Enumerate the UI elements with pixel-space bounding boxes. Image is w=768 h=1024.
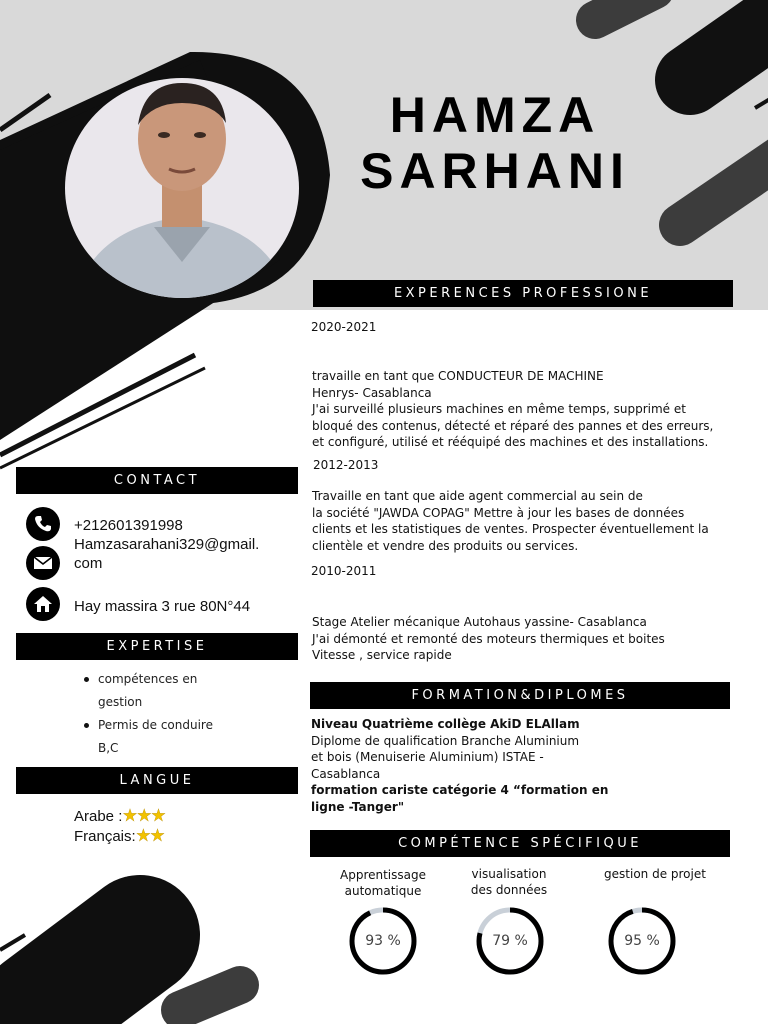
skill-label-1 [318,867,448,899]
experience-heading: EXPERENCES PROFESSIONE [313,280,733,307]
profile-photo [64,77,300,299]
expertise-item-line-1: compétences en [98,672,198,686]
skill-label-2 [444,866,574,898]
experience-entry-3 [312,614,752,664]
language-label: Français: [74,828,136,845]
experience-year-2: 2012-2013 [313,458,379,472]
email-line-1: Hamzasarahani329@gmail. [74,536,260,553]
first-name: HAMZA [389,87,601,143]
last-name: SARHANI [360,143,630,199]
experience-line: J'ai démonté et remonté des moteurs thermiques et boites [312,631,665,646]
experience-year-1: 2020-2021 [311,320,377,334]
expertise-heading: EXPERTISE [16,633,298,660]
formation-heading: FORMATION&DIPLOMES [310,682,730,709]
formation-line: ligne -Tanger" [311,799,405,814]
address: Hay massira 3 rue 80N°44 [74,598,251,615]
expertise-item [80,714,280,760]
home-icon [26,587,60,621]
formation-line: Niveau Quatrième collège AkiD ELAllam [311,717,580,731]
experience-line: travaille en tant que CONDUCTEUR DE MACHINE [312,369,604,383]
skill-label-line: des données [470,883,548,897]
experience-year-3: 2010-2011 [311,564,377,578]
experience-line: clientèle et vendre des produits ou services. [312,538,579,553]
language-francais [74,826,164,846]
competence-heading: COMPÉTENCE SPÉCIFIQUE [310,830,730,857]
phone-row [26,507,60,541]
skill-label-3 [590,866,720,882]
email-address[interactable] [74,535,259,573]
experience-line: bloqué des contenus, détecté et réparé des pannes et des erreurs, [312,418,714,433]
rating-stars: ★★ [135,826,165,845]
expertise-list [80,668,280,760]
experience-line: Vitesse , service rapide [312,648,452,662]
expertise-item-line-2: gestion [98,695,143,709]
skill-label-line: gestion de projet [604,867,706,881]
experience-line: Henrys- Casablanca [312,385,432,400]
expertise-item [80,668,280,714]
phone-number[interactable]: +212601391998 [74,517,183,534]
experience-line: et configuré, utilisé et rééquipé des machines et des installations. [312,435,709,449]
langue-heading: LANGUE [16,767,298,794]
skill-label-line: visualisation [471,867,547,881]
experience-line: Stage Atelier mécanique Autohaus yassine- Casablanca [312,615,647,629]
formation-line: formation cariste catégorie 4 “formation en [311,783,609,797]
formation-line: et bois (Menuiserie Aluminium) ISTAE - [311,750,544,764]
mail-icon [26,546,60,580]
skill-value-2: 79 % [492,933,528,949]
rating-stars: ★★★ [122,806,166,825]
email-line-2: com [74,555,103,572]
experience-line: Travaille en tant que aide agent commercial au sein de [312,489,643,503]
skill-value-3: 95 % [624,933,660,949]
contact-heading: CONTACT [16,467,298,494]
phone-icon [26,507,60,541]
experience-line: la société "JAWDA COPAG" Mettre à jour les bases de données [312,505,685,520]
experience-line: clients et les statistiques de ventes. Prospecter éventuellement la [312,522,709,536]
formation-line: Casablanca [311,766,381,781]
expertise-item-line-1: Permis de conduire [98,718,213,732]
skill-label-line: Apprentissage [340,868,426,882]
language-label: Arabe : [74,808,123,825]
formation-body [311,716,611,815]
email-row [26,546,60,580]
formation-line: Diplome de qualification Branche Aluminium [311,733,580,748]
experience-entry-2 [312,488,752,554]
language-arabe [74,806,165,826]
skill-value-1: 93 % [365,933,401,949]
experience-line: J'ai surveillé plusieurs machines en même temps, supprimé et [312,402,686,416]
experience-entry-1 [312,368,752,451]
address-row [26,587,60,621]
skill-label-line: automatique [344,884,422,898]
expertise-item-line-2: B,C [98,741,119,755]
